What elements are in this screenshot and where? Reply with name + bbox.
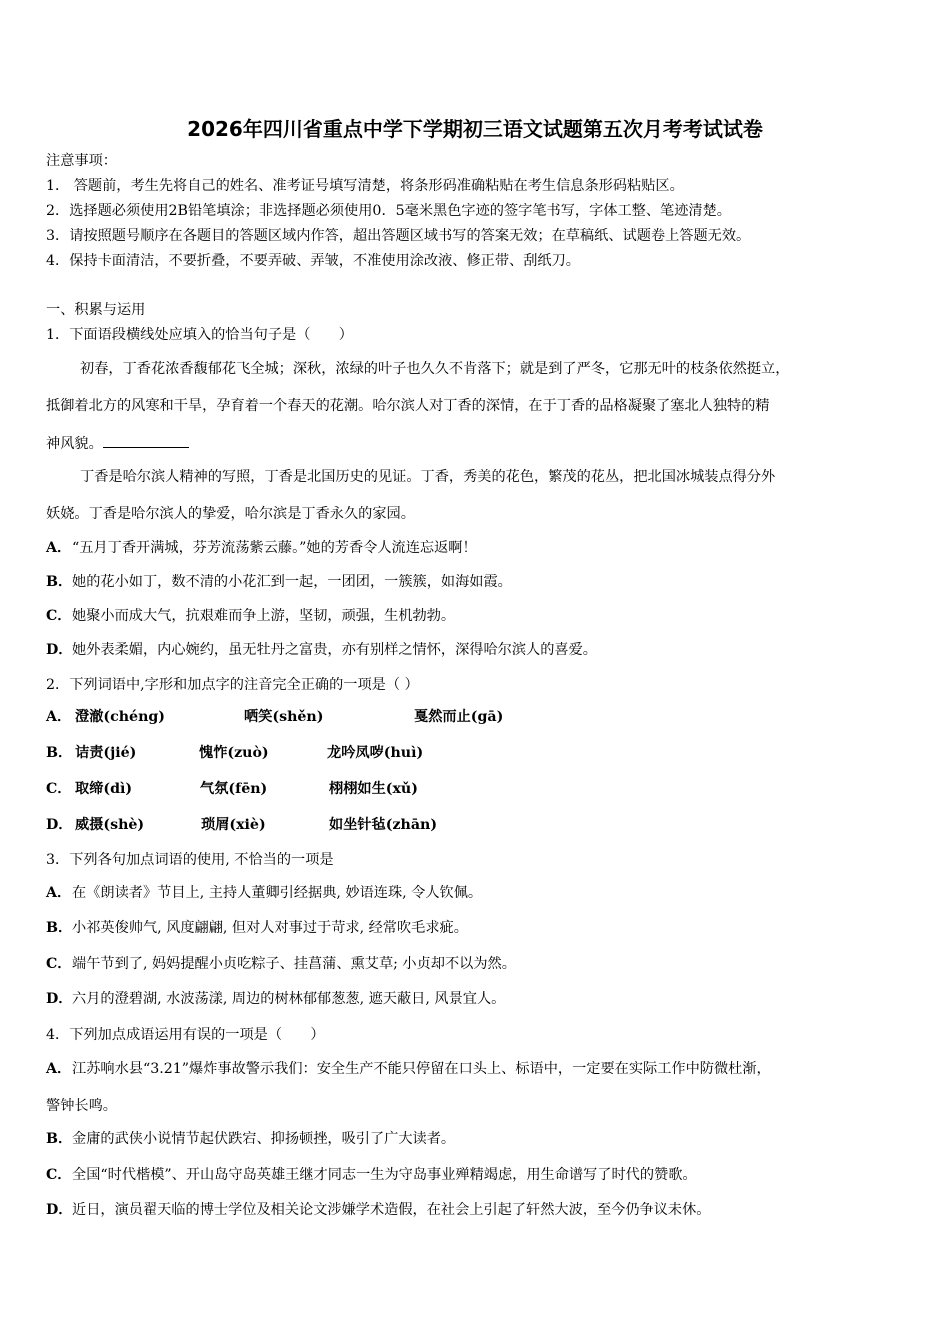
q1-option-d xyxy=(46,640,597,660)
q4-option-c xyxy=(46,1165,697,1185)
q2-word: 哂笑(shěn) xyxy=(244,709,324,725)
option-label: C． xyxy=(46,781,72,797)
q2-word: 取缔(dì) xyxy=(75,781,133,797)
q4-option-b xyxy=(46,1129,455,1149)
option-label: B． xyxy=(46,1131,73,1147)
q1-option-a xyxy=(46,538,477,558)
q1-para2-line: 妖娆。丁香是哈尔滨人的挚爱，哈尔滨是丁香永久的家园。 xyxy=(46,506,415,522)
option-text: 她的花小如丁，数不清的小花汇到一起，一团团，一簇簇，如海如霞。 xyxy=(72,574,512,590)
option-label: D． xyxy=(46,642,73,658)
q4-option-a-cont: 警钟长鸣。 xyxy=(46,1098,117,1114)
q1-option-b xyxy=(46,572,512,592)
q1-option-c xyxy=(46,606,455,626)
option-text: 金庸的武侠小说情节起伏跌宕、抑扬顿挫，吸引了广大读者。 xyxy=(72,1131,456,1147)
q2-word: 气氛(fēn) xyxy=(200,781,268,797)
q2-option-a-label xyxy=(46,707,72,727)
q2-word: 戛然而止(gā) xyxy=(414,709,504,725)
notice-heading: 注意事项： xyxy=(46,153,117,169)
q4-option-d xyxy=(46,1200,710,1220)
page-title: 2026年四川省重点中学下学期初三语文试题第五次月考考试试卷 xyxy=(187,117,763,141)
option-label: D． xyxy=(46,991,73,1007)
option-text: 六月的澄碧湖, 水波荡漾, 周边的树林郁郁葱葱, 遮天蔽日, 风景宜人。 xyxy=(72,991,506,1007)
option-label: A． xyxy=(46,709,72,725)
q2-word: 栩栩如生(xǔ) xyxy=(329,781,418,797)
q1-para1-text: 神风貌。 xyxy=(46,436,103,452)
option-label: C． xyxy=(46,1167,72,1183)
section-heading: 一、积累与运用 xyxy=(46,302,146,318)
option-label: C． xyxy=(46,608,72,624)
notice-item: 3．请按照题号顺序在各题目的答题区域内作答，超出答题区域书写的答案无效；在草稿纸、试题卷上答题无效。 xyxy=(46,228,751,244)
notice-item: 4．保持卡面清洁，不要折叠，不要弄破、弄皱，不准使用涂改液、修正带、刮纸刀。 xyxy=(46,253,580,269)
q2-word: 澄澈(chéng) xyxy=(75,709,166,725)
option-text: 端午节到了, 妈妈提醒小贞吃粽子、挂菖蒲、熏艾草; 小贞却不以为然。 xyxy=(72,956,516,972)
q2-stem: 2．下列词语中,字形和加点字的注音完全正确的一项是（ ） xyxy=(46,677,419,693)
option-label: A． xyxy=(46,885,72,901)
option-text: 近日，演员翟天临的博士学位及相关论文涉嫌学术造假，在社会上引起了轩然大波，至今仍争议未休。 xyxy=(72,1202,711,1218)
notice-item: 1． 答题前，考生先将自己的姓名、准考证号填写清楚，将条形码准确粘贴在考生信息条形码粘贴区。 xyxy=(46,178,684,194)
q4-stem: 4．下列加点成语运用有误的一项是（ ） xyxy=(46,1027,325,1043)
q1-para1-line xyxy=(46,433,189,454)
q1-para1-line: 初春，丁香花浓香馥郁花飞全城；深秋，浓绿的叶子也久久不肯落下；就是到了严冬，它那无叶的枝条依然挺立， xyxy=(80,361,790,377)
option-label: A． xyxy=(46,1061,72,1077)
option-text: “五月丁香开满城，芬芳流荡紫云藤。”她的芳香令人流连忘返啊！ xyxy=(72,540,477,556)
option-label: D． xyxy=(46,817,73,833)
option-label: B． xyxy=(46,745,73,761)
option-text: 在《朗读者》节目上, 主持人董卿引经据典, 妙语连珠, 令人钦佩。 xyxy=(72,885,483,901)
option-text: 全国“时代楷模”、开山岛守岛英雄王继才同志一生为守岛事业殚精竭虑，用生命谱写了时代的赞歌。 xyxy=(72,1167,697,1183)
q2-word: 愧怍(zuò) xyxy=(199,745,269,761)
option-text: 她聚小而成大气，抗艰难而争上游，坚韧，顽强，生机勃勃。 xyxy=(72,608,456,624)
q3-option-d xyxy=(46,989,505,1009)
q2-word: 琐屑(xiè) xyxy=(201,817,266,833)
option-label: B． xyxy=(46,574,73,590)
q2-word: 诘责(jié) xyxy=(75,745,137,761)
q2-option-d-label xyxy=(46,815,72,835)
option-label: A． xyxy=(46,540,72,556)
option-label: C． xyxy=(46,956,72,972)
option-text: 她外表柔媚，内心婉约，虽无牡丹之富贵，亦有别样之情怀，深得哈尔滨人的喜爱。 xyxy=(72,642,597,658)
q2-word: 威摄(shè) xyxy=(75,817,145,833)
q1-para1-line: 抵御着北方的风寒和干旱，孕育着一个春天的花潮。哈尔滨人对丁香的深情，在于丁香的品格凝聚了塞北人独特的精 xyxy=(46,398,770,414)
q2-option-c-label xyxy=(46,779,72,799)
q3-stem: 3．下列各句加点词语的使用, 不恰当的一项是 xyxy=(46,852,334,868)
q3-option-a xyxy=(46,883,482,903)
q1-para2-line: 丁香是哈尔滨人精神的写照，丁香是北国历史的见证。丁香，秀美的花色，繁茂的花丛，把北国冰城装点得分外 xyxy=(80,469,776,485)
q1-stem: 1．下面语段横线处应填入的恰当句子是（ ） xyxy=(46,327,353,343)
option-label: B． xyxy=(46,920,73,936)
notice-item: 2．选择题必须使用2B铅笔填涂；非选择题必须使用0．5毫米黑色字迹的签字笔书写，字体工整、笔迹清楚。 xyxy=(46,203,731,219)
option-text: 江苏响水县“3.21”爆炸事故警示我们：安全生产不能只停留在口头上、标语中，一定要在实际工作中防微杜渐， xyxy=(72,1061,771,1077)
q3-option-b xyxy=(46,918,468,938)
q4-option-a xyxy=(46,1059,771,1079)
answer-blank xyxy=(103,433,189,448)
option-text: 小祁英俊帅气, 风度翩翩, 但对人对事过于苛求, 经常吹毛求疵。 xyxy=(72,920,468,936)
q3-option-c xyxy=(46,954,516,974)
q2-word: 龙吟凤哕(huì) xyxy=(327,745,424,761)
q2-option-b-label xyxy=(46,743,72,763)
q2-word: 如坐针毡(zhān) xyxy=(329,817,438,833)
option-label: D． xyxy=(46,1202,73,1218)
